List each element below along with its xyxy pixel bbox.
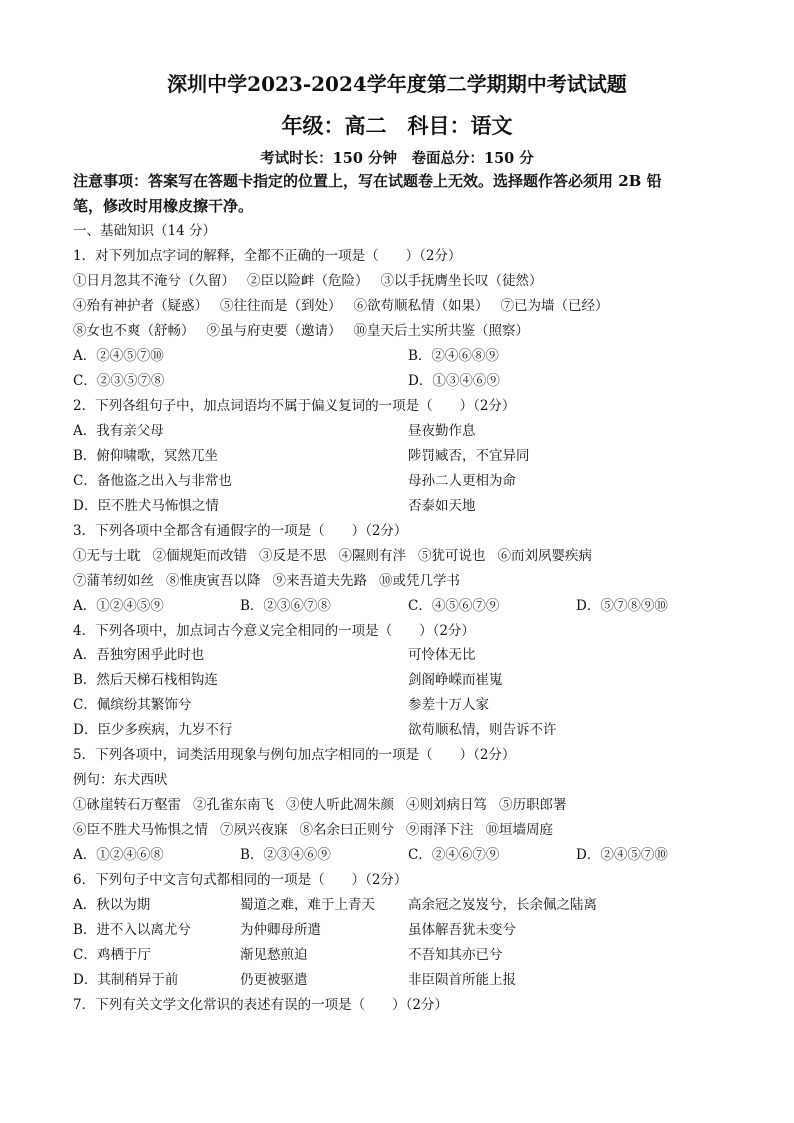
list-item: ⑥欲苟顺私情（如果） [353,298,489,314]
list-item: ③使人听此凋朱颜 [286,797,394,813]
question-6-option-c-right: 不吾知其亦已兮 [408,947,503,963]
list-item: ⑤历职郎署 [499,797,567,813]
question-2-option-a: A．我有亲父母 [73,423,164,439]
list-item: ⑦蒲苇纫如丝 [73,573,154,589]
question-5-option-b: B．②③④⑥⑨ [240,847,331,863]
list-item: ③反是不思 [259,548,327,564]
question-6-stem: 6．下列句子中文言句式都相同的一项是（ ）（2分） [73,872,408,888]
question-6-option-d-right: 非臣陨首所能上报 [408,972,516,988]
question-6-option-b: B．进不入以离尤兮 [73,922,191,938]
question-2-option-c-right: 母孙二人更相为命 [408,473,516,489]
question-4-option-b: B．然后天梯石栈相钩连 [73,672,218,688]
list-item: ②偭规矩而改错 [152,548,247,564]
question-1-items-row-1 [73,271,555,291]
question-2-option-d-right: 否泰如天地 [408,498,476,514]
question-4-option-b-right: 剑阁峥嵘而崔嵬 [408,672,503,688]
list-item: ⑧女也不爽（舒畅） [73,323,195,339]
list-item: ⑩或凭几学书 [379,573,460,589]
list-item: ①日月忽其不淹兮（久留） [73,273,235,289]
question-4-option-a-right: 可怜体无比 [408,647,476,663]
question-2-stem: 2．下列各组句子中，加点词语均不属于偏义复词的一项是（ ）（2分） [73,398,516,414]
question-6-option-c: C．鸡栖于厅 [73,947,151,963]
list-item: ①无与士耽 [73,548,141,564]
list-item: ⑧惟庚寅吾以降 [166,573,261,589]
list-item: ⑨虽与府吏要（邀请） [206,323,342,339]
question-2-option-d: D．臣不胜犬马怖惧之情 [73,498,219,514]
question-4-option-c: C．佩缤纷其繁饰兮 [73,697,192,713]
list-item: ③以手抚膺坐长叹（徒然） [380,273,543,289]
question-3-option-a: A．①②④⑤⑨ [73,598,164,614]
list-item: ⑧名余曰正则兮 [299,822,394,838]
question-6-option-b-right: 虽体解吾犹未变兮 [408,922,516,938]
question-3-option-d: D．⑤⑦⑧⑨⑩ [576,598,668,614]
question-5-stem: 5．下列各项中，词类活用现象与例句加点字相同的一项是（ ）（2分） [73,747,516,763]
question-1-option-a: A．②④⑤⑦⑩ [73,348,164,364]
list-item: ②孔雀东南飞 [193,797,274,813]
question-6-option-d-mid: 仍更被驱遣 [240,972,308,988]
question-7-stem: 7．下列有关文学文化常识的表述有误的一项是（ ）（2分） [73,997,448,1013]
question-6-option-d: D．其制稍异于前 [73,972,179,988]
list-item: ⑨来吾道夫先路 [272,573,367,589]
question-6-option-a-right: 高余冠之岌岌兮，长余佩之陆离 [408,897,597,913]
list-item: ⑦夙兴夜寐 [220,822,288,838]
question-5-items-row-1 [73,795,579,815]
list-item: ⑦已为墙（已经） [500,298,609,314]
question-5-example: 例句：东犬西吠 [73,772,168,788]
list-item: ②臣以险衅（危险） [247,273,369,289]
list-item: ④隰则有泮 [338,548,406,564]
list-item: ①砯崖转石万壑雷 [73,797,181,813]
question-4-stem: 4．下列各项中，加点词古今意义完全相同的一项是（ ）（2分） [73,623,475,639]
list-item: ⑨雨泽下注 [406,822,474,838]
question-4-option-c-right: 参差十万人家 [408,697,489,713]
question-5-option-c: C．②④⑥⑦⑨ [408,847,500,863]
list-item: ⑥臣不胜犬马怖惧之情 [73,822,208,838]
section-heading: 一、基础知识（14 分） [73,223,216,239]
page-subtitle: 年级：高二 科目：语文 [281,113,513,138]
list-item: ⑤犹可说也 [418,548,486,564]
question-6-option-a-mid: 蜀道之难，难于上青天 [240,897,375,913]
question-4-option-a: A．吾独穷困乎此时也 [73,647,205,663]
question-2-option-b-right: 陟罚臧否，不宜异同 [408,448,530,464]
question-3-items-row-2 [73,571,472,591]
question-2-option-c: C．备他盗之出入与非常也 [73,473,232,489]
question-5-items-row-2 [73,820,565,840]
list-item: ④则刘病日笃 [406,797,487,813]
question-4-option-d-right: 欲苟顺私情，则告诉不许 [408,722,557,738]
question-1-option-b: B．②④⑥⑧⑨ [408,348,499,364]
question-1-items-row-2 [73,296,621,316]
question-1-option-d: D．①③④⑥⑨ [408,373,500,389]
question-3-items-row-1 [73,546,604,566]
notice-line-2: 笔，修改时用橡皮擦干净。 [73,197,254,215]
question-6-option-a: A．秋以为期 [73,897,151,913]
question-3-stem: 3．下列各项中全都含有通假字的一项是（ ）（2分） [73,523,408,539]
question-2-option-a-right: 昼夜勤作息 [408,423,476,439]
list-item: ⑥而刘夙婴疾病 [497,548,592,564]
page-title: 深圳中学2023-2024学年度第二学期期中考试试题 [167,72,627,96]
notice-line-1: 注意事项：答案写在答题卡指定的位置上，写在试题卷上无效。选择题作答必须用 2B 铅 [73,172,662,190]
list-item: ⑤往往而是（到处） [220,298,342,314]
list-item: ⑩皇天后土实所共鉴（照察） [353,323,529,339]
question-2-option-b: B．俯仰啸歌，冥然兀坐 [73,448,218,464]
question-5-option-d: D．②④⑤⑦⑩ [576,847,668,863]
question-1-items-row-3 [73,321,541,341]
exam-meta: 考试时长：150 分钟 卷面总分：150 分 [260,150,534,167]
list-item: ⑩垣墙周庭 [485,822,553,838]
question-3-option-c: C．④⑤⑥⑦⑨ [408,598,500,614]
question-5-option-a: A．①②④⑥⑧ [73,847,164,863]
question-1-option-c: C．②③⑤⑦⑧ [73,373,165,389]
question-6-option-b-mid: 为仲卿母所遣 [240,922,321,938]
question-3-option-b: B．②③⑥⑦⑧ [240,598,331,614]
question-4-option-d: D．臣少多疾病，九岁不行 [73,722,233,738]
question-6-option-c-mid: 渐见愁煎迫 [240,947,308,963]
question-1-stem: 1．对下列加点字词的解释，全都不正确的一项是（ ）（2分） [73,248,462,264]
list-item: ④殆有神护者（疑惑） [73,298,208,314]
